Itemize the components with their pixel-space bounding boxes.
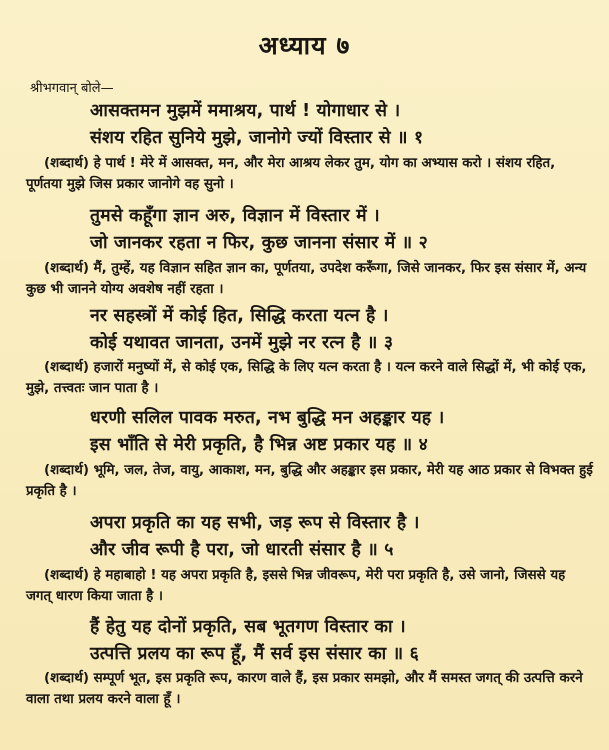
verse-meaning: (शब्दार्थ) मैं, तुम्हें, यह विज्ञान सहित ज्ञान का, पूर्णतया, उपदेश करूँगा, जिसे जानकर, फिर इस संसार में, अन्य कुछ भी जानने योग्य अवशेष नहीं रहता । [26, 261, 587, 297]
verse-line: हैं हेतु यह दोनों प्रकृति, सब भूतगण विस्तार का । [90, 617, 406, 637]
verse-line: आसक्तमन मुझमें ममाश्रय, पार्थ ! योगाधार से । [90, 101, 401, 121]
verse-line: कोई यथावत जानता, उनमें मुझे नर रत्न है ॥ ३ [90, 333, 394, 353]
verse-meaning: (शब्दार्थ) हे महाबाहो ! यह अपरा प्रकृति है, इससे भिन्न जीवरूप, मेरी परा प्रकृति है, उसे जानो, जिससे यह जगत् धारण किया जाता है । [26, 568, 566, 604]
verse-line: जो जानकर रहता न फिर, कुछ जानना संसार में ॥ २ [90, 233, 428, 253]
verse-meaning: (शब्दार्थ) हजारों मनुष्यों में, से कोई एक, सिद्धि के लिए यत्न करता है । यत्न करने वाले सिद्धों में, भी कोई एक, मुझे, तत्त्वतः जान पाता है । [26, 360, 587, 396]
verse-line: अपरा प्रकृति का यह सभी, जड़ रूप से विस्तार है । [90, 513, 420, 533]
verse-meaning: (शब्दार्थ) भूमि, जल, तेज, वायु, आकाश, मन, बुद्धि और अहङ्कार इस प्रकार, मेरी यह आठ प्रकार से विभक्त हुई प्रकृति है । [26, 463, 593, 499]
verse-meaning: (शब्दार्थ) सम्पूर्ण भूत, इस प्रकृति रूप, कारण वाले हैं, इस प्रकार समझो, और मैं समस्त जगत् की उत्पत्ति करने वाला तथा प्रलय करने वाला हूँ । [26, 671, 583, 707]
speaker-label: श्रीभगवान् बोले— [30, 81, 114, 96]
verse-meaning: (शब्दार्थ) हे पार्थ ! मेरे में आसक्त, मन, और मेरा आश्रय लेकर तुम, योग का अभ्यास करो । संशय रहित, पूर्णतया मुझे जिस प्रकार जानोगे वह सुनो । [26, 156, 556, 192]
verse-line: तुमसे कहूँगा ज्ञान अरु, विज्ञान में विस्तार में । [90, 206, 380, 226]
verse-line: संशय रहित सुनिये मुझे, जानोगे ज्यों विस्तार से ॥ १ [90, 128, 424, 148]
verse-line: इस भाँति से मेरी प्रकृति, है भिन्न अष्ट प्रकार यह ॥ ४ [90, 435, 428, 455]
verse-line: उत्पत्ति प्रलय का रूप हूँ, मैं सर्व इस संसार का ॥ ६ [90, 644, 419, 664]
verse-line: नर सहस्त्रों में कोई हित, सिद्धि करता यत्न है । [90, 306, 389, 326]
verse-line: और जीव रूपी है परा, जो धारती संसार है ॥ ५ [90, 540, 394, 560]
verse-line: धरणी सलिल पावक मरुत, नभ बुद्धि मन अहङ्कार यह । [90, 408, 445, 428]
chapter-title: अध्याय ७ [258, 31, 351, 60]
